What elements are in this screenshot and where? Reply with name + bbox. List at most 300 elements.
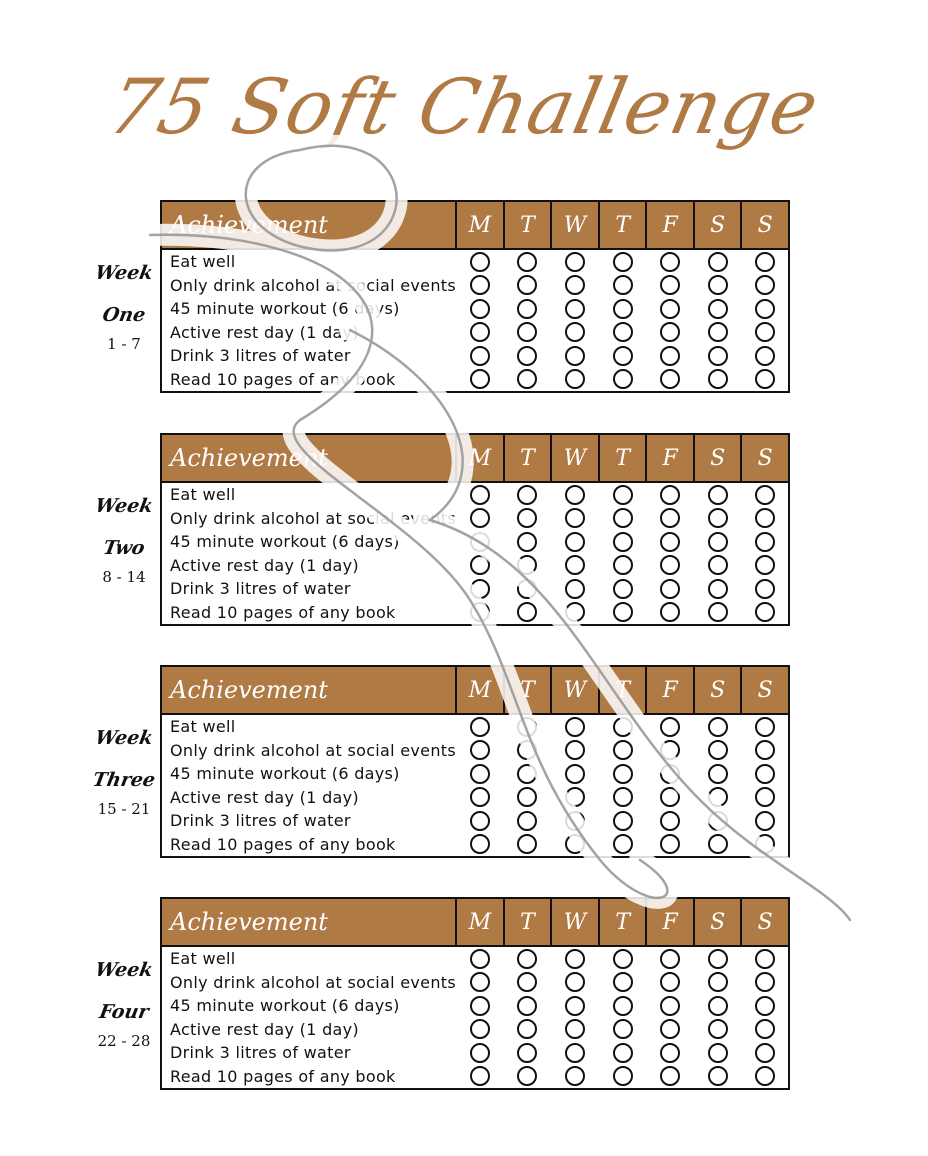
checkbox-circle[interactable]	[470, 299, 490, 319]
checkbox-circle[interactable]	[660, 579, 680, 599]
checkbox-circle[interactable]	[470, 579, 490, 599]
day-cell	[504, 321, 551, 345]
checkbox-circle[interactable]	[517, 717, 537, 737]
checkbox-circle[interactable]	[565, 972, 585, 992]
checkbox-circle[interactable]	[470, 322, 490, 342]
checkbox-circle[interactable]	[660, 740, 680, 760]
day-cell	[741, 482, 789, 507]
day-cell	[551, 321, 599, 345]
checkbox-circle[interactable]	[755, 972, 775, 992]
checkbox-circle[interactable]	[470, 602, 490, 622]
checkbox-circle[interactable]	[565, 508, 585, 528]
day-header: F	[646, 434, 693, 482]
checkbox-circle[interactable]	[708, 1066, 728, 1086]
checkbox-circle[interactable]	[517, 555, 537, 575]
checkbox-circle[interactable]	[708, 1043, 728, 1063]
day-cell	[741, 249, 789, 274]
checkbox-circle[interactable]	[708, 764, 728, 784]
task-label: Read 10 pages of any book	[170, 602, 396, 622]
checkbox-circle[interactable]	[565, 299, 585, 319]
day-cell	[599, 1065, 646, 1090]
day-header: M	[456, 898, 504, 946]
day-header: S	[741, 666, 789, 714]
day-cell	[456, 321, 504, 345]
day-cell	[551, 297, 599, 321]
day-cell	[504, 482, 551, 507]
task-row	[161, 971, 789, 995]
checkbox-circle[interactable]	[470, 346, 490, 366]
task-label: Read 10 pages of any book	[170, 834, 396, 854]
checkbox-circle[interactable]	[708, 275, 728, 295]
day-header: S	[741, 434, 789, 482]
day-cell	[456, 786, 504, 810]
checkbox-circle[interactable]	[613, 252, 633, 272]
checkbox-circle[interactable]	[517, 299, 537, 319]
day-cell	[456, 482, 504, 507]
week-number: Four	[97, 1001, 151, 1023]
checkbox-circle[interactable]	[660, 949, 680, 969]
checkbox-circle[interactable]	[470, 1043, 490, 1063]
day-cell	[599, 297, 646, 321]
week-label	[86, 252, 162, 354]
day-cell	[741, 274, 789, 298]
checkbox-circle[interactable]	[517, 532, 537, 552]
checkbox-circle[interactable]	[708, 996, 728, 1016]
day-header: T	[504, 201, 551, 249]
checkbox-circle[interactable]	[613, 834, 633, 854]
checkbox-circle[interactable]	[613, 508, 633, 528]
day-cell	[551, 530, 599, 554]
checkbox-circle[interactable]	[613, 346, 633, 366]
checkbox-circle[interactable]	[470, 811, 490, 831]
checkbox-circle[interactable]	[755, 996, 775, 1016]
day-cell	[694, 1018, 741, 1042]
checkbox-circle[interactable]	[660, 252, 680, 272]
checkbox-circle[interactable]	[517, 764, 537, 784]
checkbox-circle[interactable]	[755, 299, 775, 319]
day-cell	[741, 833, 789, 858]
checkbox-circle[interactable]	[517, 346, 537, 366]
checkbox-circle[interactable]	[708, 508, 728, 528]
week-range: 1 - 7	[107, 335, 141, 353]
day-cell	[456, 577, 504, 601]
day-cell	[551, 601, 599, 626]
day-cell	[646, 554, 693, 578]
checkbox-circle[interactable]	[613, 602, 633, 622]
task-label: Only drink alcohol at social events	[170, 740, 456, 760]
checkbox-circle[interactable]	[660, 764, 680, 784]
day-cell	[456, 249, 504, 274]
checkbox-circle[interactable]	[517, 369, 537, 389]
task-row	[161, 554, 789, 578]
checkbox-circle[interactable]	[470, 532, 490, 552]
checkbox-circle[interactable]	[517, 1043, 537, 1063]
checkbox-circle[interactable]	[517, 1066, 537, 1086]
checkbox-circle[interactable]	[565, 555, 585, 575]
day-cell	[646, 344, 693, 368]
checkbox-circle[interactable]	[660, 1066, 680, 1086]
checkbox-circle[interactable]	[565, 532, 585, 552]
checkbox-circle[interactable]	[470, 996, 490, 1016]
checkbox-circle[interactable]	[565, 996, 585, 1016]
day-cell	[551, 1065, 599, 1090]
checkbox-circle[interactable]	[565, 787, 585, 807]
day-cell	[551, 739, 599, 763]
checkbox-circle[interactable]	[708, 740, 728, 760]
day-cell	[599, 971, 646, 995]
checkbox-circle[interactable]	[565, 740, 585, 760]
checkbox-circle[interactable]	[660, 322, 680, 342]
checkbox-circle[interactable]	[660, 485, 680, 505]
task-label: Eat well	[170, 485, 236, 505]
week-range: 15 - 21	[97, 800, 151, 818]
checkbox-circle[interactable]	[470, 834, 490, 854]
day-cell	[694, 577, 741, 601]
checkbox-circle[interactable]	[470, 1019, 490, 1039]
day-cell	[599, 809, 646, 833]
week-block	[0, 200, 928, 400]
checkbox-circle[interactable]	[708, 485, 728, 505]
checkbox-circle[interactable]	[565, 811, 585, 831]
task-row	[161, 994, 789, 1018]
checkbox-circle[interactable]	[565, 602, 585, 622]
checkbox-circle[interactable]	[565, 1019, 585, 1039]
checkbox-circle[interactable]	[517, 508, 537, 528]
checkbox-circle[interactable]	[565, 579, 585, 599]
week-number: One	[100, 304, 148, 326]
day-cell	[741, 1018, 789, 1042]
checkbox-circle[interactable]	[660, 555, 680, 575]
checkbox-circle[interactable]	[470, 764, 490, 784]
week-label	[86, 485, 162, 587]
checkbox-circle[interactable]	[613, 787, 633, 807]
checkbox-circle[interactable]	[613, 532, 633, 552]
task-row	[161, 1018, 789, 1042]
day-cell	[599, 321, 646, 345]
day-header: F	[646, 898, 693, 946]
checkbox-circle[interactable]	[517, 740, 537, 760]
day-cell	[741, 507, 789, 531]
checkbox-circle[interactable]	[613, 579, 633, 599]
day-header: T	[504, 666, 551, 714]
day-cell	[599, 714, 646, 739]
day-cell	[551, 577, 599, 601]
checkbox-circle[interactable]	[470, 787, 490, 807]
day-cell	[694, 344, 741, 368]
checkbox-circle[interactable]	[565, 346, 585, 366]
checkbox-circle[interactable]	[613, 740, 633, 760]
checkbox-circle[interactable]	[613, 322, 633, 342]
checkbox-circle[interactable]	[660, 972, 680, 992]
checkbox-circle[interactable]	[517, 787, 537, 807]
checkbox-circle[interactable]	[470, 485, 490, 505]
day-cell	[456, 530, 504, 554]
checkbox-circle[interactable]	[517, 972, 537, 992]
day-cell	[456, 507, 504, 531]
checkbox-circle[interactable]	[660, 1019, 680, 1039]
checkbox-circle[interactable]	[565, 949, 585, 969]
checkbox-circle[interactable]	[565, 252, 585, 272]
checkbox-circle[interactable]	[708, 369, 728, 389]
day-cell	[504, 833, 551, 858]
checkbox-circle[interactable]	[470, 555, 490, 575]
day-cell	[599, 274, 646, 298]
day-header: T	[599, 898, 646, 946]
task-row	[161, 368, 789, 393]
checkbox-circle[interactable]	[708, 532, 728, 552]
checkbox-circle[interactable]	[660, 996, 680, 1016]
checkbox-circle[interactable]	[517, 811, 537, 831]
day-cell	[646, 786, 693, 810]
checkbox-circle[interactable]	[755, 602, 775, 622]
checkbox-circle[interactable]	[755, 1019, 775, 1039]
checkbox-circle[interactable]	[660, 346, 680, 366]
day-cell	[456, 971, 504, 995]
checkbox-circle[interactable]	[660, 811, 680, 831]
checkbox-circle[interactable]	[470, 949, 490, 969]
checkbox-circle[interactable]	[708, 834, 728, 854]
checkbox-circle[interactable]	[708, 811, 728, 831]
checkbox-circle[interactable]	[470, 740, 490, 760]
day-cell	[646, 1065, 693, 1090]
checkbox-circle[interactable]	[613, 811, 633, 831]
day-header: F	[646, 666, 693, 714]
day-cell	[694, 321, 741, 345]
checkbox-circle[interactable]	[755, 275, 775, 295]
task-label: 45 minute workout (6 days)	[170, 996, 400, 1016]
day-cell	[694, 507, 741, 531]
day-cell	[646, 994, 693, 1018]
day-cell	[504, 1041, 551, 1065]
checkbox-circle[interactable]	[613, 1019, 633, 1039]
checkbox-circle[interactable]	[708, 322, 728, 342]
day-cell	[456, 274, 504, 298]
checkbox-circle[interactable]	[708, 1019, 728, 1039]
week-range: 22 - 28	[97, 1032, 151, 1050]
checkbox-circle[interactable]	[755, 811, 775, 831]
checkbox-circle[interactable]	[755, 949, 775, 969]
checkbox-circle[interactable]	[565, 369, 585, 389]
checkbox-circle[interactable]	[470, 717, 490, 737]
day-cell	[741, 554, 789, 578]
day-cell	[599, 577, 646, 601]
day-cell	[599, 762, 646, 786]
checkbox-circle[interactable]	[517, 602, 537, 622]
day-header: M	[456, 201, 504, 249]
checkbox-circle[interactable]	[613, 764, 633, 784]
day-cell	[646, 833, 693, 858]
week-number: Two	[101, 537, 147, 559]
day-cell	[504, 809, 551, 833]
checkbox-circle[interactable]	[755, 1043, 775, 1063]
checkbox-circle[interactable]	[470, 252, 490, 272]
checkbox-circle[interactable]	[517, 834, 537, 854]
checkbox-circle[interactable]	[708, 602, 728, 622]
day-cell	[694, 554, 741, 578]
checkbox-circle[interactable]	[755, 740, 775, 760]
checkbox-circle[interactable]	[565, 275, 585, 295]
task-label: Drink 3 litres of water	[170, 346, 351, 366]
day-cell	[599, 507, 646, 531]
checkbox-circle[interactable]	[613, 996, 633, 1016]
checkbox-circle[interactable]	[660, 787, 680, 807]
day-header: S	[741, 201, 789, 249]
day-cell	[646, 530, 693, 554]
day-cell	[504, 530, 551, 554]
checkbox-circle[interactable]	[517, 579, 537, 599]
day-cell	[741, 739, 789, 763]
checkbox-circle[interactable]	[660, 602, 680, 622]
checkbox-circle[interactable]	[755, 717, 775, 737]
checkbox-circle[interactable]	[755, 322, 775, 342]
checkbox-circle[interactable]	[517, 996, 537, 1016]
checkbox-circle[interactable]	[470, 275, 490, 295]
checkbox-circle[interactable]	[613, 555, 633, 575]
task-row	[161, 833, 789, 858]
day-cell	[551, 786, 599, 810]
checkbox-circle[interactable]	[755, 1066, 775, 1086]
checkbox-circle[interactable]	[517, 252, 537, 272]
day-cell	[694, 482, 741, 507]
day-cell	[741, 809, 789, 833]
day-cell	[504, 344, 551, 368]
checkbox-circle[interactable]	[565, 1066, 585, 1086]
checkbox-circle[interactable]	[613, 1066, 633, 1086]
checkbox-circle[interactable]	[613, 299, 633, 319]
day-cell	[551, 1018, 599, 1042]
day-header: F	[646, 201, 693, 249]
checkbox-circle[interactable]	[613, 275, 633, 295]
checkbox-circle[interactable]	[755, 346, 775, 366]
day-cell	[504, 274, 551, 298]
checkbox-circle[interactable]	[470, 1066, 490, 1086]
checkbox-circle[interactable]	[708, 346, 728, 366]
task-label: Active rest day (1 day)	[170, 322, 359, 342]
checkbox-circle[interactable]	[517, 322, 537, 342]
checkbox-circle[interactable]	[565, 717, 585, 737]
day-cell	[646, 601, 693, 626]
checkbox-circle[interactable]	[470, 369, 490, 389]
checkbox-circle[interactable]	[755, 369, 775, 389]
task-label: Active rest day (1 day)	[170, 1019, 359, 1039]
checkbox-circle[interactable]	[613, 717, 633, 737]
checkbox-circle[interactable]	[755, 787, 775, 807]
checkbox-circle[interactable]	[660, 1043, 680, 1063]
day-cell	[504, 762, 551, 786]
day-cell	[504, 946, 551, 971]
header-row	[161, 201, 789, 249]
week-label	[86, 717, 162, 819]
checkbox-circle[interactable]	[470, 508, 490, 528]
checkbox-circle[interactable]	[613, 972, 633, 992]
checkbox-circle[interactable]	[517, 485, 537, 505]
checkbox-circle[interactable]	[517, 275, 537, 295]
checkbox-circle[interactable]	[755, 508, 775, 528]
checkbox-circle[interactable]	[755, 532, 775, 552]
task-row	[161, 1041, 789, 1065]
day-cell	[694, 274, 741, 298]
day-cell	[694, 786, 741, 810]
day-cell	[741, 297, 789, 321]
day-cell	[741, 946, 789, 971]
checkbox-circle[interactable]	[517, 949, 537, 969]
checkbox-circle[interactable]	[660, 717, 680, 737]
checkbox-circle[interactable]	[708, 555, 728, 575]
task-row	[161, 739, 789, 763]
day-cell	[551, 809, 599, 833]
checkbox-circle[interactable]	[660, 299, 680, 319]
checkbox-circle[interactable]	[755, 579, 775, 599]
checkbox-circle[interactable]	[470, 972, 490, 992]
checkbox-circle[interactable]	[708, 717, 728, 737]
day-header: W	[551, 666, 599, 714]
task-row	[161, 297, 789, 321]
day-cell	[599, 554, 646, 578]
day-cell	[646, 482, 693, 507]
checkbox-circle[interactable]	[708, 252, 728, 272]
day-cell	[599, 786, 646, 810]
checkbox-circle[interactable]	[613, 1043, 633, 1063]
checkbox-circle[interactable]	[755, 764, 775, 784]
tracker-table	[160, 665, 790, 858]
checkbox-circle[interactable]	[755, 485, 775, 505]
week-block	[0, 665, 928, 865]
day-cell	[646, 739, 693, 763]
page-title: 75 Soft Challenge	[100, 62, 828, 151]
checkbox-circle[interactable]	[708, 579, 728, 599]
achievement-header: Achievement	[161, 434, 456, 482]
checkbox-circle[interactable]	[708, 299, 728, 319]
checkbox-circle[interactable]	[660, 532, 680, 552]
week-prefix: Week	[93, 495, 155, 517]
checkbox-circle[interactable]	[613, 949, 633, 969]
day-cell	[456, 554, 504, 578]
day-cell	[504, 249, 551, 274]
checkbox-circle[interactable]	[565, 764, 585, 784]
checkbox-circle[interactable]	[660, 508, 680, 528]
checkbox-circle[interactable]	[660, 275, 680, 295]
checkbox-circle[interactable]	[565, 834, 585, 854]
checkbox-circle[interactable]	[755, 252, 775, 272]
day-cell	[694, 994, 741, 1018]
checkbox-circle[interactable]	[660, 834, 680, 854]
day-cell	[694, 946, 741, 971]
checkbox-circle[interactable]	[755, 555, 775, 575]
day-cell	[646, 971, 693, 995]
checkbox-circle[interactable]	[755, 834, 775, 854]
day-cell	[741, 321, 789, 345]
checkbox-circle[interactable]	[660, 369, 680, 389]
day-header: S	[694, 434, 741, 482]
day-cell	[504, 786, 551, 810]
checkbox-circle[interactable]	[517, 1019, 537, 1039]
task-label: 45 minute workout (6 days)	[170, 532, 400, 552]
checkbox-circle[interactable]	[613, 369, 633, 389]
task-label: Only drink alcohol at social events	[170, 508, 456, 528]
checkbox-circle[interactable]	[613, 485, 633, 505]
checkbox-circle[interactable]	[565, 485, 585, 505]
day-cell	[599, 946, 646, 971]
day-cell	[694, 601, 741, 626]
checkbox-circle[interactable]	[708, 787, 728, 807]
checkbox-circle[interactable]	[708, 972, 728, 992]
checkbox-circle[interactable]	[565, 322, 585, 342]
day-cell	[456, 1041, 504, 1065]
day-cell	[504, 1065, 551, 1090]
checkbox-circle[interactable]	[708, 949, 728, 969]
week-range: 8 - 14	[102, 568, 146, 586]
checkbox-circle[interactable]	[565, 1043, 585, 1063]
